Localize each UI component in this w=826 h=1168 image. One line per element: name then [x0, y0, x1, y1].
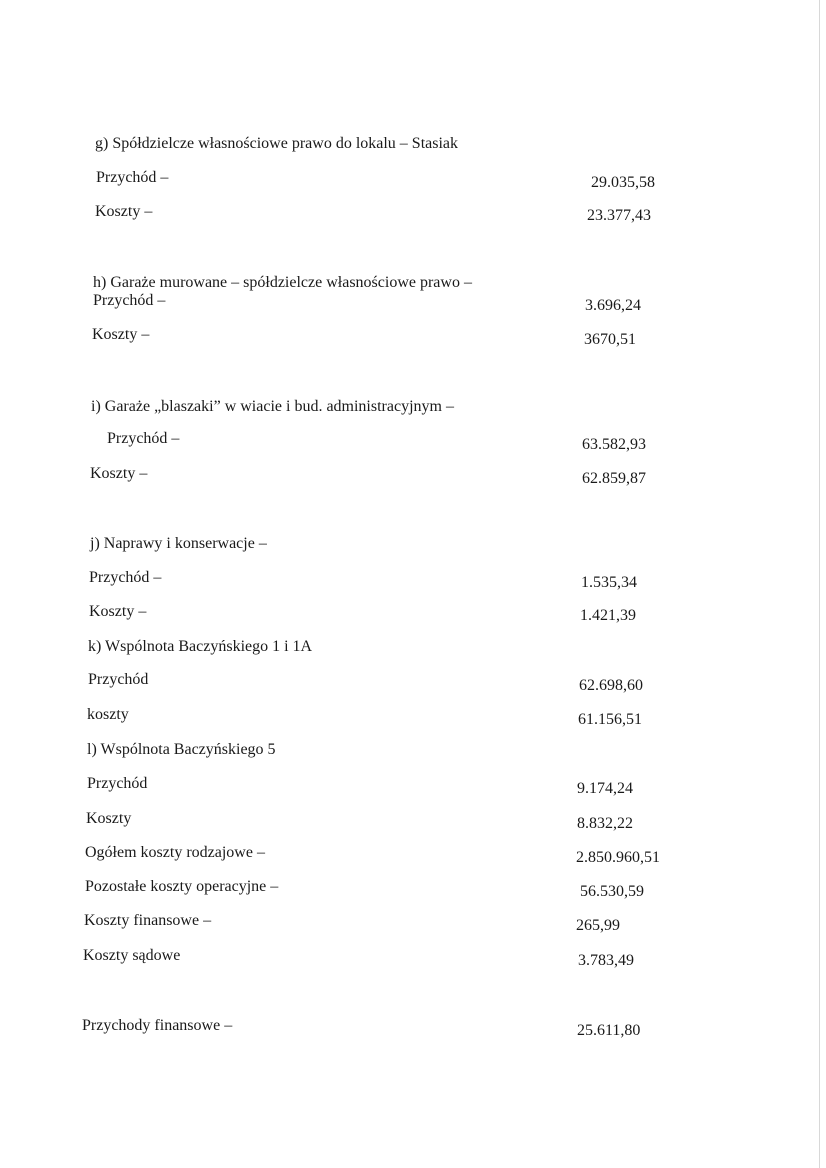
section-k-heading: k) Wspólnota Baczyńskiego 1 i 1A: [88, 638, 313, 655]
other-operating-costs-label: Pozostałe koszty operacyjne –: [85, 878, 279, 895]
section-j-income-value: 1.535,34: [581, 574, 637, 591]
total-costs-label: Ogółem koszty rodzajowe –: [85, 844, 265, 861]
section-g-costs-value: 23.377,43: [587, 207, 651, 224]
scan-edge-line: [819, 0, 820, 1168]
section-k-income-value: 62.698,60: [579, 677, 643, 694]
financial-costs-value: 265,99: [576, 917, 620, 934]
section-i-heading: i) Garaże „blaszaki” w wiacie i bud. administracyjnym –: [91, 398, 454, 415]
section-h-heading: h) Garaże murowane – spółdzielcze własnościowe prawo –: [93, 274, 472, 291]
section-j-costs-value: 1.421,39: [580, 607, 636, 624]
section-i-income-value: 63.582,93: [582, 436, 646, 453]
section-j-income-label: Przychód –: [89, 569, 162, 586]
section-l-income-label: Przychód: [87, 775, 148, 792]
section-j-heading: j) Naprawy i konserwacje –: [90, 535, 267, 552]
court-costs-label: Koszty sądowe: [83, 947, 181, 964]
section-l-costs-value: 8.832,22: [577, 815, 633, 832]
section-h-income-value: 3.696,24: [585, 297, 641, 314]
financial-income-value: 25.611,80: [577, 1022, 641, 1039]
section-k-income-label: Przychód: [88, 671, 149, 688]
section-g-income-label: Przychód –: [96, 169, 169, 186]
section-i-income-label: Przychód –: [107, 430, 180, 447]
section-l-costs-label: Koszty: [86, 810, 132, 827]
section-g-income-value: 29.035,58: [591, 174, 655, 191]
section-k-costs-value: 61.156,51: [578, 711, 642, 728]
financial-costs-label: Koszty finansowe –: [84, 912, 212, 929]
section-j-costs-label: Koszty –: [89, 603, 147, 620]
section-g-heading: g) Spółdzielcze własnościowe prawo do lokalu – Stasiak: [95, 135, 459, 152]
section-g-costs-label: Koszty –: [95, 203, 153, 220]
financial-income-label: Przychody finansowe –: [82, 1017, 233, 1034]
section-l-income-value: 9.174,24: [577, 780, 633, 797]
section-l-heading: l) Wspólnota Baczyńskiego 5: [87, 741, 276, 758]
total-costs-value: 2.850.960,51: [576, 849, 660, 866]
section-k-costs-label: koszty: [87, 706, 129, 723]
other-operating-costs-value: 56.530,59: [580, 883, 644, 900]
section-h-income-label: Przychód –: [93, 292, 166, 309]
section-h-costs-label: Koszty –: [92, 326, 150, 343]
court-costs-value: 3.783,49: [578, 952, 634, 969]
section-i-costs-label: Koszty –: [90, 465, 148, 482]
section-h-costs-value: 3670,51: [584, 331, 636, 348]
section-i-costs-value: 62.859,87: [582, 470, 646, 487]
